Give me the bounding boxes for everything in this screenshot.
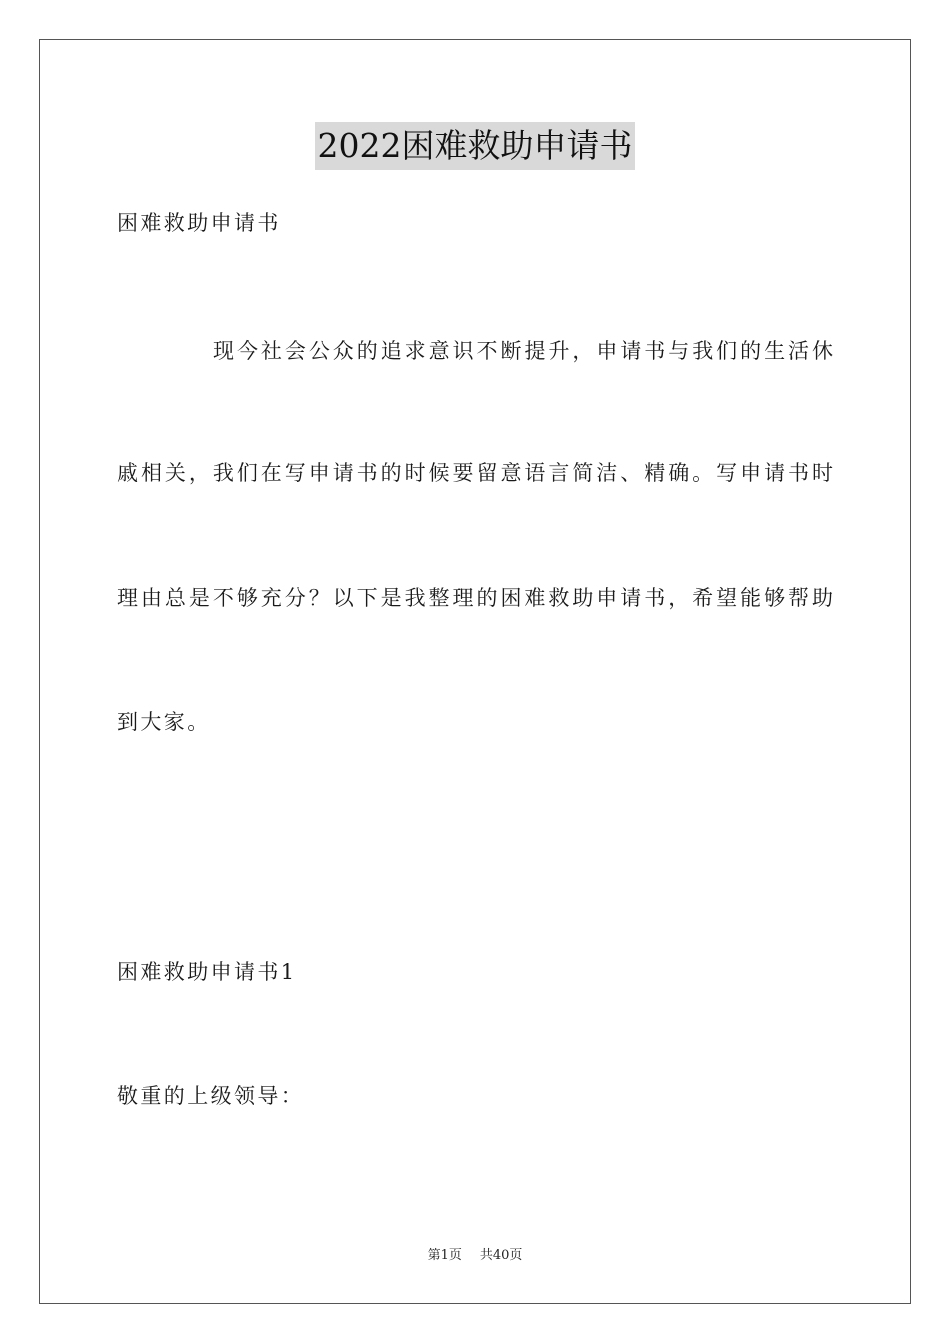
document-title: 2022困难救助申请书 (315, 122, 636, 170)
page-number: 第1页 (427, 1248, 462, 1263)
page-footer (0, 1247, 950, 1265)
intro-paragraph-line-3: 理由总是不够充分？以下是我整理的困难救助申请书，希望能够帮助 (117, 586, 833, 610)
title-container (0, 122, 950, 170)
intro-paragraph-line-4: 到大家。 (117, 710, 211, 734)
document-subtitle: 困难救助申请书 (117, 211, 281, 235)
salutation: 敬重的上级领导： (117, 1084, 305, 1108)
page-total: 共40页 (479, 1248, 523, 1263)
intro-paragraph-line-2: 戚相关，我们在写申请书的时候要留意语言简洁、精确。写申请书时 (117, 461, 833, 485)
intro-paragraph-line-1: 现今社会公众的追求意识不断提升，申请书与我们的生活休 (213, 339, 833, 363)
section-heading: 困难救助申请书1 (117, 960, 297, 984)
